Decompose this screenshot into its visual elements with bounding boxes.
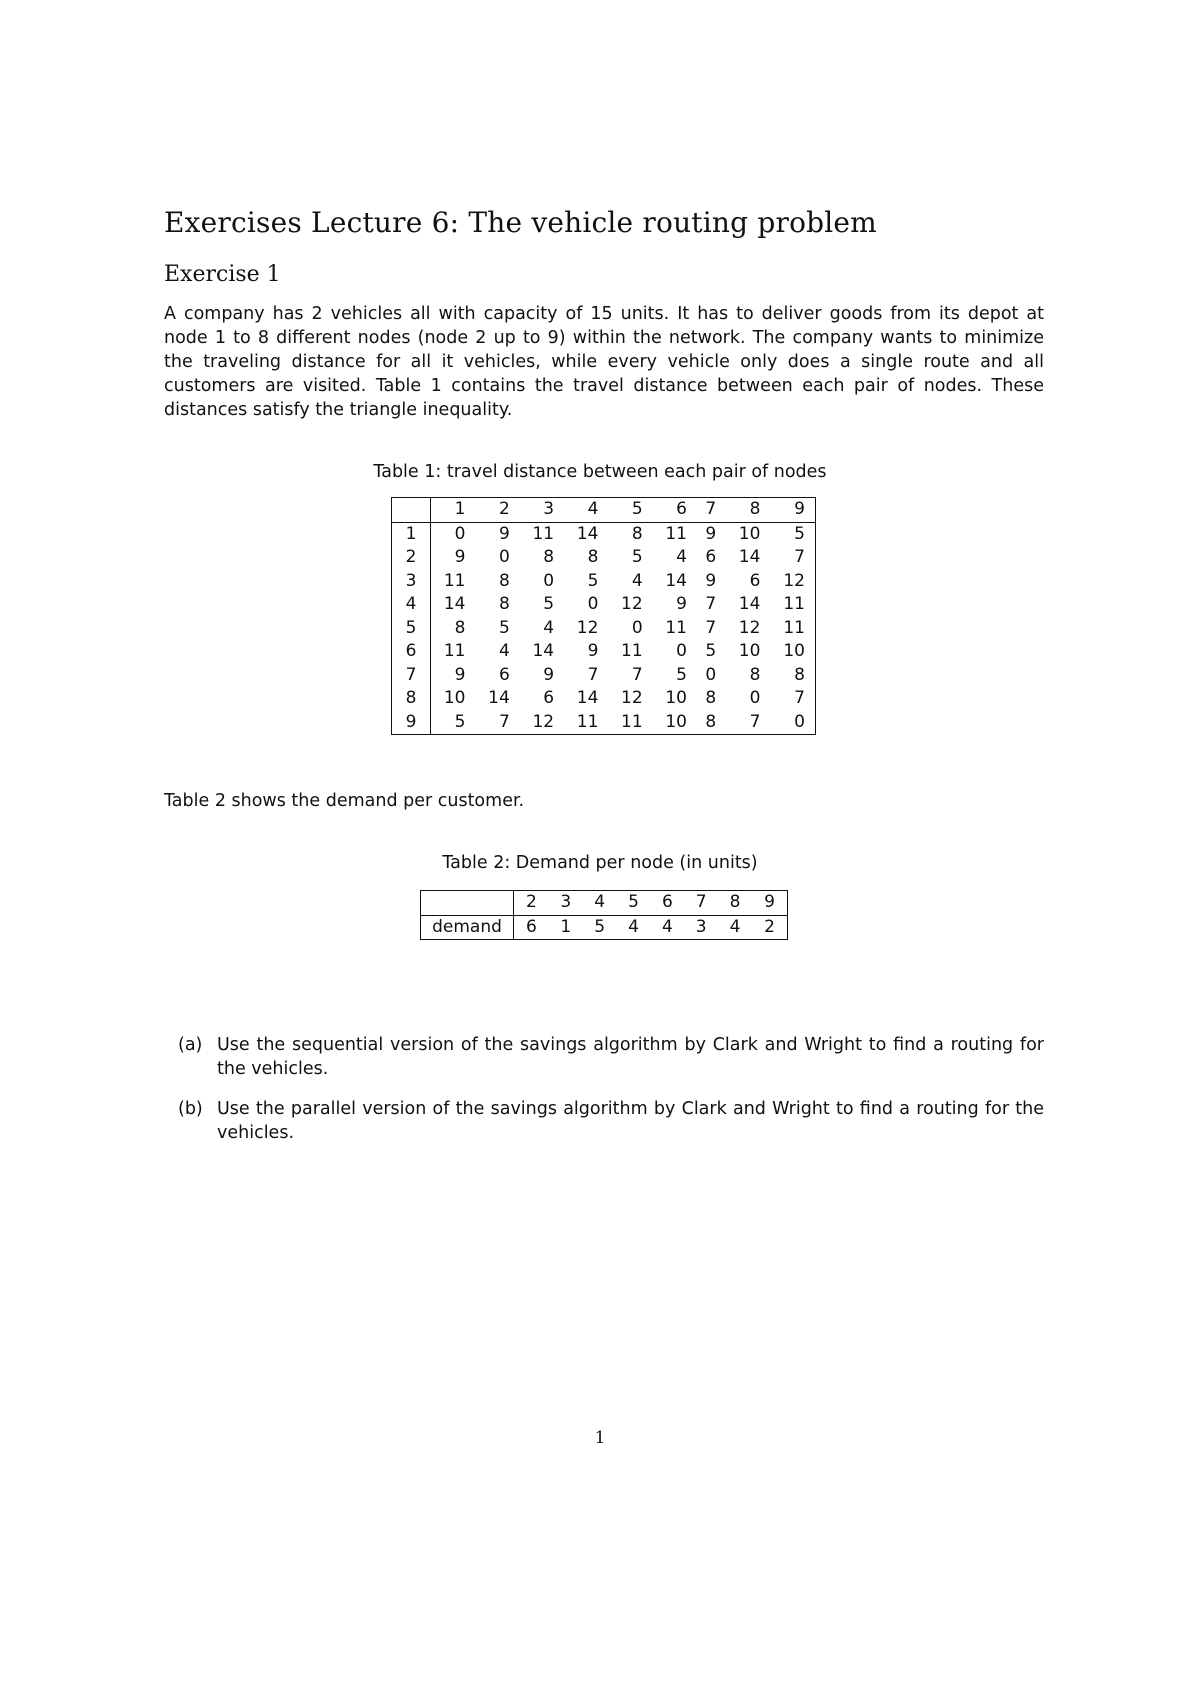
distance-cell: 0 <box>498 547 510 567</box>
distance-cell: 11 <box>621 711 643 732</box>
distance-cell: 6 <box>498 664 510 685</box>
distance-cell: 14 <box>576 523 599 544</box>
question-item <box>164 1097 1044 1145</box>
distance-cell: 11 <box>576 711 599 732</box>
document-title: Exercises Lecture 6: The vehicle routing problem <box>164 206 877 239</box>
intro-paragraph: A company has 2 vehicles all with capacity of 15 units. It has to deliver goods from its depot at node 1 to 8 different nodes (node 2 up to 9) within the network. The company wants to minimize the traveling distance for all it vehicles, while every vehicle only does a single route and all customers are visited. Table 1 contains the travel distance between each pair of nodes. These distances satisfy the triangle inequality. <box>164 304 1044 420</box>
page-number: 1 <box>594 1428 606 1448</box>
distance-cell: 7 <box>794 547 805 567</box>
distance-cell: 9 <box>498 523 510 544</box>
distance-cell: 10 <box>443 688 466 708</box>
exercise-heading: Exercise 1 <box>164 262 281 287</box>
question-label: (b) <box>178 1099 203 1119</box>
row-header: 1 <box>392 522 431 546</box>
demand-table <box>420 890 788 940</box>
distance-cell: 14 <box>576 688 599 708</box>
distance-cell: 11 <box>532 523 555 544</box>
distance-cell: 4 <box>676 547 687 567</box>
distance-cell: 11 <box>783 617 805 638</box>
distance-cell: 12 <box>738 617 761 638</box>
table1-caption: Table 1: travel distance between each pair of nodes <box>373 462 827 482</box>
distance-cell: 7 <box>749 711 761 732</box>
row-header: 4 <box>392 593 431 617</box>
table2-caption: Table 2: Demand per node (in units) <box>442 853 758 873</box>
distance-cell: 0 <box>454 523 466 544</box>
distance-cell: 9 <box>676 594 687 614</box>
column-header: 9 <box>770 498 815 523</box>
distance-cell: 12 <box>621 688 643 708</box>
demand-cell: 6 <box>526 916 537 937</box>
column-header: 9 <box>752 891 788 916</box>
distance-cell: 14 <box>532 641 555 661</box>
distance-cell: 14 <box>488 688 510 708</box>
distance-cell: 14 <box>443 594 466 614</box>
distance-cell: 6 <box>705 547 717 567</box>
table2-intro: Table 2 shows the demand per customer. <box>164 791 525 811</box>
column-header: 7 <box>684 891 718 916</box>
distance-cell: 10 <box>665 711 687 732</box>
question-text: Use the sequential version of the savings algorithm by Clark and Wright to find a routing for the vehicles. <box>217 1035 1044 1079</box>
table-row <box>392 593 816 617</box>
table-row <box>392 687 816 711</box>
row-header: 9 <box>392 711 431 735</box>
distance-cell: 0 <box>543 570 555 591</box>
column-header: 5 <box>617 891 651 916</box>
demand-cell: 3 <box>695 916 707 937</box>
distance-cell: 5 <box>454 711 466 732</box>
column-header: 3 <box>520 498 564 523</box>
distance-cell: 10 <box>783 641 805 661</box>
distance-cell: 7 <box>498 711 510 732</box>
demand-cell: 1 <box>560 916 572 937</box>
distance-cell: 10 <box>738 641 761 661</box>
distance-table <box>391 497 816 735</box>
row-header: 6 <box>392 640 431 664</box>
distance-table-header-row <box>392 498 816 523</box>
distance-cell: 11 <box>665 523 687 544</box>
distance-cell: 5 <box>543 594 555 614</box>
row-header: 5 <box>392 617 431 641</box>
distance-cell: 0 <box>705 664 717 685</box>
distance-cell: 7 <box>587 664 599 685</box>
table-row <box>392 546 816 570</box>
column-header: 7 <box>697 498 726 523</box>
distance-cell: 8 <box>454 617 466 638</box>
column-header: 6 <box>650 891 684 916</box>
distance-cell: 4 <box>631 570 643 591</box>
question-label: (a) <box>178 1035 203 1055</box>
distance-cell: 9 <box>705 523 717 544</box>
distance-cell: 9 <box>454 664 466 685</box>
table-row <box>392 570 816 594</box>
distance-cell: 5 <box>631 547 643 567</box>
distance-cell: 10 <box>665 688 687 708</box>
distance-cell: 4 <box>543 617 555 638</box>
distance-cell: 9 <box>543 664 555 685</box>
distance-cell: 8 <box>705 711 717 732</box>
demand-cell: 4 <box>729 916 741 937</box>
table-corner-cell <box>421 891 514 916</box>
distance-cell: 12 <box>532 711 555 732</box>
distance-cell: 0 <box>794 711 805 732</box>
column-header: 3 <box>549 891 583 916</box>
column-header: 4 <box>583 891 617 916</box>
distance-cell: 14 <box>738 594 761 614</box>
distance-cell: 8 <box>498 570 510 591</box>
distance-cell: 5 <box>676 664 687 685</box>
distance-cell: 8 <box>749 664 761 685</box>
distance-cell: 14 <box>738 547 761 567</box>
column-header: 2 <box>476 498 520 523</box>
column-header: 8 <box>726 498 770 523</box>
column-header: 4 <box>564 498 608 523</box>
distance-cell: 9 <box>587 641 599 661</box>
demand-cell: 4 <box>661 916 673 937</box>
question-item <box>164 1033 1044 1081</box>
distance-cell: 0 <box>749 688 761 708</box>
demand-cell: 5 <box>594 916 606 937</box>
column-header: 1 <box>431 498 476 523</box>
column-header: 8 <box>718 891 752 916</box>
distance-cell: 7 <box>705 617 717 638</box>
demand-row <box>421 915 788 940</box>
demand-cell: 2 <box>764 916 775 937</box>
distance-cell: 5 <box>498 617 510 638</box>
column-header: 6 <box>653 498 697 523</box>
demand-cell: 4 <box>628 916 639 937</box>
distance-cell: 6 <box>749 570 761 591</box>
distance-cell: 8 <box>794 664 805 685</box>
distance-cell: 8 <box>543 547 555 567</box>
row-header: 8 <box>392 687 431 711</box>
distance-cell: 5 <box>705 641 717 661</box>
distance-cell: 10 <box>738 523 761 544</box>
table-row <box>392 664 816 688</box>
distance-cell: 12 <box>783 570 805 591</box>
distance-cell: 11 <box>443 570 466 591</box>
table-corner-cell <box>392 498 431 523</box>
row-header: demand <box>421 915 514 940</box>
distance-cell: 9 <box>454 547 466 567</box>
distance-cell: 8 <box>631 523 643 544</box>
distance-cell: 12 <box>621 594 643 614</box>
distance-cell: 11 <box>665 617 687 638</box>
distance-cell: 4 <box>498 641 510 661</box>
table-row <box>392 617 816 641</box>
distance-cell: 7 <box>631 664 643 685</box>
question-list <box>164 1033 1044 1161</box>
distance-cell: 0 <box>676 641 687 661</box>
demand-table-header-row <box>421 891 788 916</box>
distance-cell: 11 <box>621 641 643 661</box>
distance-cell: 11 <box>443 641 466 661</box>
distance-cell: 0 <box>631 617 643 638</box>
row-header: 7 <box>392 664 431 688</box>
distance-cell: 8 <box>587 547 599 567</box>
table-row <box>392 640 816 664</box>
distance-cell: 8 <box>705 688 717 708</box>
distance-cell: 12 <box>576 617 599 638</box>
distance-cell: 9 <box>705 570 717 591</box>
distance-cell: 5 <box>794 523 805 544</box>
table-row <box>392 522 816 546</box>
distance-cell: 8 <box>498 594 510 614</box>
distance-cell: 5 <box>587 570 599 591</box>
distance-cell: 7 <box>794 688 805 708</box>
table-row <box>392 711 816 735</box>
column-header: 5 <box>608 498 652 523</box>
row-header: 3 <box>392 570 431 594</box>
distance-cell: 7 <box>705 594 717 614</box>
distance-cell: 0 <box>587 594 599 614</box>
distance-table-body <box>392 522 816 735</box>
row-header: 2 <box>392 546 431 570</box>
distance-cell: 11 <box>783 594 805 614</box>
question-text: Use the parallel version of the savings algorithm by Clark and Wright to find a routing for the vehicles. <box>217 1099 1044 1143</box>
distance-cell: 6 <box>543 688 555 708</box>
distance-cell: 14 <box>665 570 687 591</box>
column-header: 2 <box>514 891 549 916</box>
